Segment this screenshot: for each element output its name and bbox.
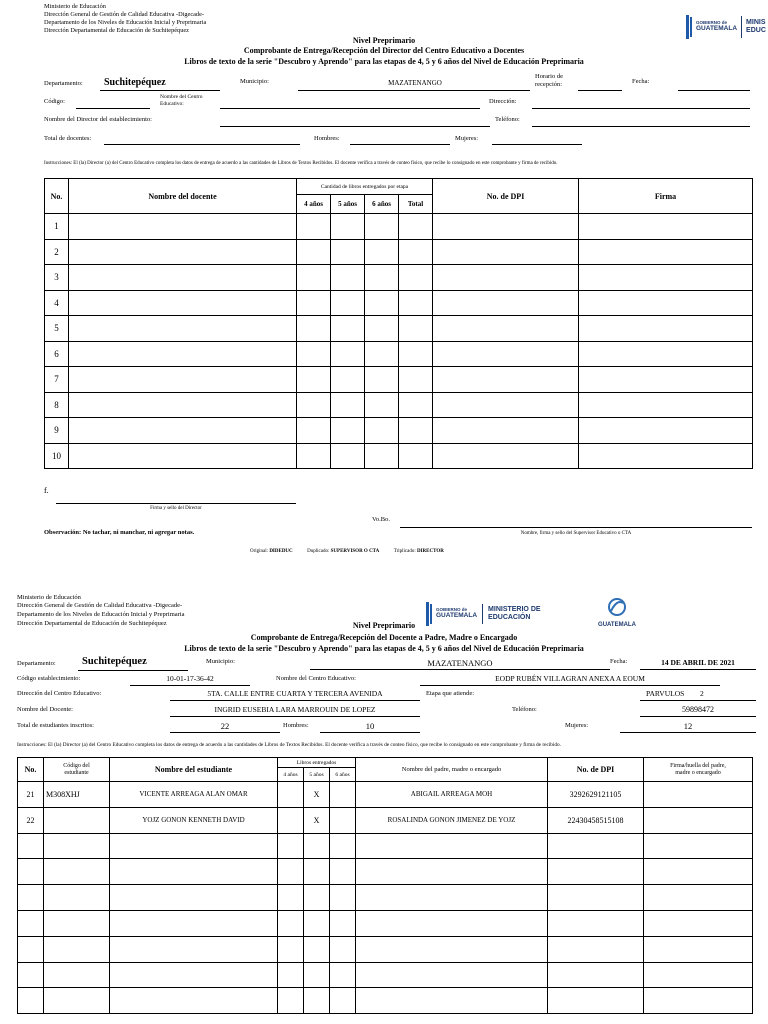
header-line: Dirección Departamental de Educación de Suchitepéquez bbox=[44, 27, 189, 34]
col-firma-line: Firma/huella del padre, bbox=[670, 762, 726, 769]
table-cell[interactable] bbox=[579, 316, 753, 342]
table-cell[interactable] bbox=[297, 418, 331, 444]
table-cell[interactable] bbox=[433, 418, 579, 444]
col-dpi: No. de DPI bbox=[548, 758, 644, 782]
book-4[interactable] bbox=[278, 936, 304, 962]
table-row bbox=[18, 910, 753, 936]
total-value[interactable]: 22 bbox=[220, 721, 230, 731]
mujeres-value[interactable]: 12 bbox=[683, 721, 693, 731]
table-cell[interactable] bbox=[399, 265, 433, 291]
parent-name[interactable] bbox=[356, 988, 548, 1014]
student-code[interactable] bbox=[44, 962, 110, 988]
book-6[interactable] bbox=[330, 807, 356, 833]
parent-name[interactable] bbox=[356, 962, 548, 988]
telefono-label: Teléfono: bbox=[512, 706, 537, 713]
row-number bbox=[18, 859, 44, 885]
etapa-value[interactable]: PARVULOS bbox=[646, 689, 685, 698]
parent-name[interactable] bbox=[356, 936, 548, 962]
parent-signature[interactable] bbox=[644, 807, 753, 833]
dpi-number[interactable] bbox=[548, 910, 644, 936]
table-row bbox=[45, 367, 753, 393]
row-number bbox=[18, 988, 44, 1014]
total-docentes-input[interactable] bbox=[104, 144, 300, 145]
table-cell[interactable] bbox=[433, 316, 579, 342]
table-cell[interactable] bbox=[297, 265, 331, 291]
table-row bbox=[18, 807, 753, 833]
form-subtitle: Libros de texto de la serie "Descubro y Aprendo" para las etapas de 4, 5 y 6 años del Nivel de Educación Preprimaria bbox=[184, 57, 584, 66]
table-row bbox=[18, 833, 753, 859]
table-cell[interactable] bbox=[69, 367, 297, 393]
table-cell[interactable] bbox=[365, 341, 399, 367]
col-4-anos: 4 años bbox=[278, 768, 304, 782]
student-code[interactable] bbox=[44, 936, 110, 962]
table-cell[interactable] bbox=[365, 239, 399, 265]
book-6[interactable] bbox=[330, 962, 356, 988]
table-cell[interactable] bbox=[297, 316, 331, 342]
student-code[interactable] bbox=[44, 807, 110, 833]
student-name[interactable] bbox=[110, 936, 278, 962]
book-4[interactable] bbox=[278, 833, 304, 859]
observacion-text: Observación: No tachar, ni manchar, ni agregar notas. bbox=[44, 529, 195, 536]
teacher-table bbox=[44, 178, 753, 469]
logo-ministry-text: EDUC bbox=[746, 27, 766, 34]
student-name[interactable] bbox=[110, 988, 278, 1014]
telefono-label: Teléfono: bbox=[495, 116, 520, 123]
table-cell[interactable] bbox=[365, 316, 399, 342]
table-cell[interactable] bbox=[579, 392, 753, 418]
fecha-value[interactable]: 14 DE ABRIL DE 2021 bbox=[661, 658, 735, 667]
book-5[interactable] bbox=[304, 988, 330, 1014]
col-codigo-line: estudiante bbox=[64, 769, 89, 776]
parent-signature[interactable] bbox=[644, 859, 753, 885]
table-cell[interactable] bbox=[433, 341, 579, 367]
municipio-label: Municipio: bbox=[206, 658, 235, 665]
parent-signature[interactable] bbox=[644, 782, 753, 808]
header-line: Dirección General de Gestión de Calidad Educativa -Digecade- bbox=[44, 11, 204, 18]
table-cell[interactable] bbox=[297, 392, 331, 418]
docente-value[interactable]: INGRID EUSEBIA LARA MARROUIN DE LOPEZ bbox=[214, 705, 376, 714]
col-firma-line: madre o encargado bbox=[675, 769, 721, 776]
total-docentes-label: Total de docentes: bbox=[44, 135, 92, 142]
table-cell[interactable] bbox=[365, 214, 399, 240]
book-5[interactable] bbox=[304, 962, 330, 988]
parent-name[interactable]: ROSALINDA GONON JIMENEZ DE YOJZ bbox=[356, 807, 548, 833]
parent-signature[interactable] bbox=[644, 910, 753, 936]
table-cell[interactable] bbox=[331, 367, 365, 393]
mujeres-input[interactable] bbox=[492, 144, 582, 145]
centro-label: Nombre del Centro Educativo: bbox=[276, 675, 356, 682]
table-cell[interactable] bbox=[331, 239, 365, 265]
table-row bbox=[45, 418, 753, 444]
student-name[interactable]: VICENTE ARREAGA ALAN OMAR bbox=[110, 782, 278, 808]
table-cell[interactable] bbox=[399, 367, 433, 393]
col-nombre-estudiante: Nombre del estudiante bbox=[110, 758, 278, 782]
book-5[interactable] bbox=[304, 833, 330, 859]
header-line: Departamento de los Niveles de Educación Inicial y Preprimaria bbox=[17, 611, 185, 618]
table-cell[interactable] bbox=[433, 443, 579, 469]
total-label: Total de estudiantes inscritos: bbox=[17, 722, 94, 729]
student-code[interactable] bbox=[44, 859, 110, 885]
student-table bbox=[17, 757, 753, 1014]
book-6[interactable] bbox=[330, 988, 356, 1014]
book-6[interactable] bbox=[330, 833, 356, 859]
director-label: Nombre del Director del establecimiento: bbox=[44, 116, 152, 123]
etapa-label: Etapa que atiende: bbox=[426, 690, 475, 697]
horario-label: Horario de bbox=[535, 73, 563, 80]
student-code[interactable] bbox=[44, 988, 110, 1014]
col-libros: Libros entregados bbox=[278, 758, 356, 768]
book-5[interactable]: X bbox=[304, 807, 330, 833]
director-input[interactable] bbox=[220, 126, 490, 127]
table-cell[interactable] bbox=[69, 265, 297, 291]
table-cell[interactable] bbox=[579, 418, 753, 444]
student-name[interactable] bbox=[110, 859, 278, 885]
departamento-value[interactable]: Suchitepéquez bbox=[104, 77, 166, 88]
row-number: 1 bbox=[45, 214, 69, 240]
parent-name[interactable] bbox=[356, 859, 548, 885]
table-cell[interactable] bbox=[365, 418, 399, 444]
table-cell[interactable] bbox=[331, 290, 365, 316]
row-number bbox=[18, 936, 44, 962]
horario-label: recepción: bbox=[535, 81, 563, 88]
book-5[interactable] bbox=[304, 885, 330, 911]
row-number: 2 bbox=[45, 239, 69, 265]
parent-name[interactable] bbox=[356, 885, 548, 911]
table-row bbox=[18, 962, 753, 988]
table-cell[interactable] bbox=[365, 392, 399, 418]
book-6[interactable] bbox=[330, 885, 356, 911]
table-cell[interactable] bbox=[399, 239, 433, 265]
table-cell[interactable] bbox=[433, 239, 579, 265]
municipio-value[interactable]: MAZATENANGO bbox=[388, 79, 442, 87]
header-line: Dirección Departamental de Educación de Suchitepéquez bbox=[17, 620, 167, 627]
logo-ministry-text: MINIS bbox=[746, 19, 766, 27]
row-number: 9 bbox=[45, 418, 69, 444]
level-title: Nivel Preprimario bbox=[352, 36, 416, 45]
col-6-anos: 6 años bbox=[365, 195, 399, 214]
row-number: 8 bbox=[45, 392, 69, 418]
table-row bbox=[45, 392, 753, 418]
header-line: Dirección General de Gestión de Calidad Educativa -Digecade- bbox=[17, 602, 183, 609]
docente-label: Nombre del Docente: bbox=[17, 706, 73, 713]
book-5[interactable]: X bbox=[304, 782, 330, 808]
book-6[interactable] bbox=[330, 936, 356, 962]
table-cell[interactable] bbox=[69, 239, 297, 265]
book-4[interactable] bbox=[278, 988, 304, 1014]
table-row bbox=[45, 341, 753, 367]
duplicado-label: Duplicado: bbox=[307, 549, 330, 554]
hombres-input[interactable] bbox=[350, 144, 450, 145]
row-number: 22 bbox=[18, 807, 44, 833]
hombres-label: Hombres: bbox=[283, 722, 309, 729]
fecha-label: Fecha: bbox=[632, 78, 650, 85]
departamento-label: Departamento: bbox=[44, 80, 83, 87]
col-no: No. bbox=[18, 758, 44, 782]
col-firma bbox=[644, 758, 753, 782]
table-cell[interactable] bbox=[579, 214, 753, 240]
table-cell[interactable] bbox=[297, 443, 331, 469]
parent-signature[interactable] bbox=[644, 962, 753, 988]
nombre-centro-label: Nombre del Centro bbox=[160, 94, 203, 100]
table-cell[interactable] bbox=[579, 367, 753, 393]
horario-input[interactable] bbox=[578, 90, 622, 91]
direccion-value[interactable]: 5TA. CALLE ENTRE CUARTA Y TERCERA AVENIDA bbox=[207, 689, 383, 698]
dpi-number[interactable] bbox=[548, 833, 644, 859]
table-cell[interactable] bbox=[297, 367, 331, 393]
header-line: Departamento de los Niveles de Educación Inicial y Preprimaria bbox=[44, 19, 207, 26]
mujeres-label: Mujeres: bbox=[455, 135, 479, 142]
table-cell[interactable] bbox=[579, 443, 753, 469]
parent-name[interactable]: ABIGAIL ARREAGA MOH bbox=[356, 782, 548, 808]
instructions-text: Instrucciones: El (la) Director (a) del Centro Educativo completa los datos de entrega de acuerdo a las cantidades de Libros de Textos Recibidos. El docente verifica a través de conteo físico, que recibe lo consignado en este comprobante y firma de recibido. bbox=[44, 161, 558, 166]
table-cell[interactable] bbox=[331, 418, 365, 444]
table-cell[interactable] bbox=[433, 367, 579, 393]
vobo-label: Vo.Bo. bbox=[372, 516, 390, 523]
table-cell[interactable] bbox=[399, 214, 433, 240]
table-cell[interactable] bbox=[297, 341, 331, 367]
fecha-label: Fecha: bbox=[610, 658, 628, 665]
table-cell[interactable] bbox=[331, 265, 365, 291]
municipio-label: Municipio: bbox=[240, 78, 269, 85]
table-cell[interactable] bbox=[331, 341, 365, 367]
row-number: 10 bbox=[45, 443, 69, 469]
codigo-input[interactable] bbox=[76, 108, 150, 109]
book-5[interactable] bbox=[304, 936, 330, 962]
table-cell[interactable] bbox=[579, 265, 753, 291]
table-cell[interactable] bbox=[365, 367, 399, 393]
col-codigo bbox=[44, 758, 110, 782]
form-subtitle: Libros de texto de la serie "Descubro y Aprendo" para las etapas de 4, 5 y 6 años del Nivel de Educación Preprimaria bbox=[184, 644, 584, 653]
student-code[interactable] bbox=[44, 833, 110, 859]
director-signature-caption: Firma y sello del Director bbox=[150, 506, 202, 511]
table-cell[interactable] bbox=[579, 290, 753, 316]
book-6[interactable] bbox=[330, 782, 356, 808]
col-total: Total bbox=[399, 195, 433, 214]
director-signature-line[interactable] bbox=[56, 503, 296, 504]
table-row bbox=[45, 290, 753, 316]
student-code[interactable] bbox=[44, 885, 110, 911]
dpi-number[interactable] bbox=[548, 936, 644, 962]
table-row bbox=[18, 859, 753, 885]
nombre-centro-label: Educativo: bbox=[160, 101, 184, 107]
book-5[interactable] bbox=[304, 910, 330, 936]
codigo-label: Código: bbox=[44, 98, 65, 105]
row-number bbox=[18, 833, 44, 859]
student-name[interactable] bbox=[110, 910, 278, 936]
row-number: 3 bbox=[45, 265, 69, 291]
table-cell[interactable] bbox=[331, 214, 365, 240]
col-6-anos: 6 años bbox=[330, 768, 356, 782]
emblem-text: GUATEMALA bbox=[598, 622, 636, 628]
original-label: Original: bbox=[250, 549, 269, 554]
table-row bbox=[45, 443, 753, 469]
col-firma: Firma bbox=[579, 179, 753, 214]
table-cell[interactable] bbox=[297, 214, 331, 240]
table-cell[interactable] bbox=[399, 290, 433, 316]
municipio-value[interactable]: MAZATENANGO bbox=[427, 658, 493, 668]
parent-signature[interactable] bbox=[644, 833, 753, 859]
table-cell[interactable] bbox=[433, 392, 579, 418]
dpi-number[interactable] bbox=[548, 885, 644, 911]
table-cell[interactable] bbox=[297, 239, 331, 265]
table-row bbox=[18, 988, 753, 1014]
triplicado-value: DIRECTOR bbox=[416, 549, 444, 554]
book-4[interactable] bbox=[278, 807, 304, 833]
instructions-text: Instrucciones: El (la) Director (a) del Centro Educativo completa los datos de entrega de acuerdo a las cantidades de Libros de Textos Recibidos. El docente verifica a través de conteo físico, que recibe lo consignado en este comprobante y firma de recibido. bbox=[17, 742, 562, 748]
vobo-signature-line[interactable] bbox=[400, 527, 752, 528]
row-number: 7 bbox=[45, 367, 69, 393]
etapa-number[interactable]: 2 bbox=[700, 689, 704, 698]
table-cell[interactable] bbox=[69, 316, 297, 342]
parent-signature[interactable] bbox=[644, 885, 753, 911]
student-name[interactable] bbox=[110, 833, 278, 859]
dpi-number[interactable] bbox=[548, 988, 644, 1014]
table-row bbox=[18, 782, 753, 808]
col-5-anos: 5 años bbox=[331, 195, 365, 214]
col-dpi: No. de DPI bbox=[433, 179, 579, 214]
table-cell[interactable] bbox=[399, 316, 433, 342]
logo-ministry-text: MINISTERIO DE bbox=[488, 606, 541, 614]
table-cell[interactable] bbox=[399, 392, 433, 418]
dpi-number[interactable] bbox=[548, 859, 644, 885]
mujeres-label: Mujeres: bbox=[565, 722, 589, 729]
logo-main-text: GUATEMALA bbox=[696, 24, 738, 32]
table-cell[interactable] bbox=[399, 418, 433, 444]
row-number: 6 bbox=[45, 341, 69, 367]
telefono-input[interactable] bbox=[532, 126, 750, 127]
table-cell[interactable] bbox=[399, 341, 433, 367]
table-row bbox=[18, 885, 753, 911]
student-code[interactable] bbox=[44, 910, 110, 936]
vobo-caption: Nombre, firma y sello del Supervisor Educativo o CTA bbox=[520, 531, 632, 536]
student-name[interactable] bbox=[110, 885, 278, 911]
centro-value[interactable]: EODP RUBÉN VILLAGRAN ANEXA A EOUM bbox=[495, 674, 645, 683]
fecha-input[interactable] bbox=[678, 90, 750, 91]
table-row bbox=[45, 265, 753, 291]
row-number bbox=[18, 885, 44, 911]
f-label: f. bbox=[44, 486, 49, 495]
table-cell[interactable] bbox=[69, 290, 297, 316]
student-name[interactable]: YOJZ GONON KENNETH DAVID bbox=[110, 807, 278, 833]
table-cell[interactable] bbox=[579, 341, 753, 367]
book-4[interactable] bbox=[278, 962, 304, 988]
direccion-input[interactable] bbox=[532, 108, 750, 109]
table-cell[interactable] bbox=[69, 443, 297, 469]
logo-main-text: GUATEMALA bbox=[436, 611, 478, 619]
row-number: 5 bbox=[45, 316, 69, 342]
col-no: No. bbox=[45, 179, 69, 214]
table-row bbox=[45, 316, 753, 342]
direccion-label: Dirección: bbox=[489, 98, 517, 105]
header-line: Ministerio de Educación bbox=[44, 3, 106, 10]
book-6[interactable] bbox=[330, 910, 356, 936]
hombres-label: Hombres: bbox=[314, 135, 340, 142]
original-value: DIDEDUC bbox=[269, 549, 293, 554]
parent-name[interactable] bbox=[356, 910, 548, 936]
table-cell[interactable] bbox=[579, 239, 753, 265]
form-title: Comprobante de Entrega/Recepción del Director del Centro Educativo a Docentes bbox=[243, 46, 525, 55]
table-cell[interactable] bbox=[69, 392, 297, 418]
header-line: Ministerio de Educación bbox=[17, 594, 81, 601]
student-name[interactable] bbox=[110, 962, 278, 988]
row-number: 21 bbox=[18, 782, 44, 808]
table-cell[interactable] bbox=[69, 418, 297, 444]
col-nombre-docente: Nombre del docente bbox=[69, 179, 297, 214]
triplicado-label: Triplicado: bbox=[393, 549, 416, 554]
departamento-value[interactable]: Suchitepéquez bbox=[82, 656, 147, 667]
table-row bbox=[45, 239, 753, 265]
duplicado-value: SUPERVISOR O CTA bbox=[330, 549, 380, 554]
direccion-label: Dirección del Centro Educativo: bbox=[17, 690, 102, 697]
departamento-label: Departamento: bbox=[17, 660, 56, 667]
logo-top-text: GOBIERNO de bbox=[696, 20, 728, 26]
table-cell[interactable] bbox=[433, 290, 579, 316]
hombres-value[interactable]: 10 bbox=[365, 721, 375, 731]
book-4[interactable] bbox=[278, 782, 304, 808]
dpi-number[interactable]: 22430458515108 bbox=[548, 807, 644, 833]
level-title: Nivel Preprimario bbox=[352, 621, 416, 630]
col-padre: Nombre del padre, madre o encargado bbox=[356, 758, 548, 782]
logo-top-text: GOBIERNO de bbox=[436, 607, 468, 613]
dpi-number[interactable]: 3292629121105 bbox=[548, 782, 644, 808]
table-row bbox=[45, 214, 753, 240]
parent-name[interactable] bbox=[356, 833, 548, 859]
table-cell[interactable] bbox=[433, 265, 579, 291]
book-5[interactable] bbox=[304, 859, 330, 885]
table-row bbox=[18, 936, 753, 962]
table-cell[interactable] bbox=[365, 443, 399, 469]
col-codigo-line: Código del bbox=[63, 762, 90, 769]
table-cell[interactable] bbox=[69, 341, 297, 367]
dpi-number[interactable] bbox=[548, 962, 644, 988]
copies-line bbox=[250, 549, 444, 554]
table-cell[interactable] bbox=[297, 290, 331, 316]
form-title: Comprobante de Entrega/Recepción del Docente a Padre, Madre o Encargado bbox=[250, 633, 518, 642]
table-cell[interactable] bbox=[399, 443, 433, 469]
row-number bbox=[18, 962, 44, 988]
table-cell[interactable] bbox=[331, 392, 365, 418]
book-6[interactable] bbox=[330, 859, 356, 885]
parent-signature[interactable] bbox=[644, 936, 753, 962]
parent-signature[interactable] bbox=[644, 988, 753, 1014]
logo-ministry-text: EDUCACIÓN bbox=[488, 614, 531, 621]
telefono-value[interactable]: 59898472 bbox=[682, 705, 714, 714]
col-cantidad: Cantidad de libros entregados por etapa bbox=[297, 179, 433, 195]
table-cell[interactable] bbox=[365, 290, 399, 316]
col-5-anos: 5 años bbox=[304, 768, 330, 782]
table-cell[interactable] bbox=[69, 214, 297, 240]
nombre-centro-input[interactable] bbox=[220, 108, 480, 109]
table-cell[interactable] bbox=[365, 265, 399, 291]
codigo-label: Código establecimiento: bbox=[17, 675, 81, 682]
row-number bbox=[18, 910, 44, 936]
book-4[interactable] bbox=[278, 859, 304, 885]
table-cell[interactable] bbox=[433, 214, 579, 240]
row-number: 4 bbox=[45, 290, 69, 316]
book-4[interactable] bbox=[278, 910, 304, 936]
book-4[interactable] bbox=[278, 885, 304, 911]
table-cell[interactable] bbox=[331, 443, 365, 469]
table-cell[interactable] bbox=[331, 316, 365, 342]
codigo-value[interactable]: 10-01-17-36-42 bbox=[166, 674, 214, 683]
student-code[interactable]: M308XHJ bbox=[44, 782, 110, 808]
col-4-anos: 4 años bbox=[297, 195, 331, 214]
